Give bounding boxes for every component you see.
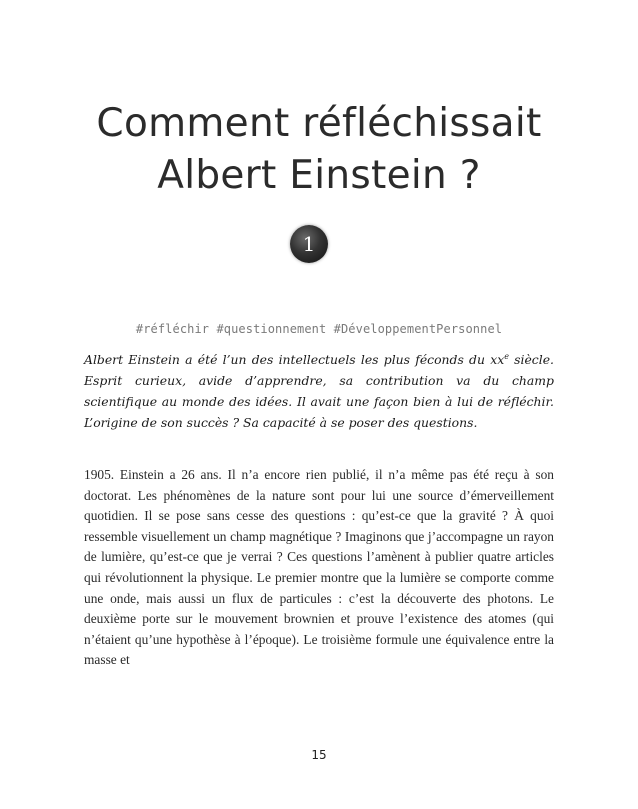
intro-text-end: siècle. Esprit curieux, avide d’apprendre, sa contribution va du champ scientifique au monde des idées. Il avait une façon bien à lui de réfléchir. L’origine de son succès ? Sa capacité à se poser des questions. <box>84 352 554 430</box>
chapter-number: 1 <box>302 232 316 256</box>
chapter-title-line-2: Albert Einstein ? <box>157 153 481 198</box>
intro-paragraph <box>84 349 554 433</box>
body-paragraph: 1905. Einstein a 26 ans. Il n’a encore rien publié, il n’a même pas été reçu à son doctorat. Les phénomènes de la nature sont pour lui une source d’émerveillement quotidien. Il se pose sans cesse des questions : qu’est-ce que la gravité ? À quoi ressemble visuellement un champ magnétique ? Imaginons que j’accompagne un rayon de lumière, qu’est-ce que je verrai ? Ces questions l’amènent à publier quatre articles qui révolutionnent la physique. Le premier montre que la lumière se comporte comme une onde, mais aussi un flux de particules : c’est la découverte des photons. Le deuxième porte sur le mouvement brownien et prouve l’existence des atomes (qui n’étaient qu’une hypothèse à l’époque). Le troisième formule une équivalence entre la masse et <box>84 467 554 668</box>
chapter-number-badge <box>290 225 328 263</box>
chapter-title-line-1: Comment réfléchissait <box>96 101 542 146</box>
hashtags: #réfléchir #questionnement #DéveloppementPersonnel <box>135 322 503 336</box>
intro-century: xx <box>490 352 505 367</box>
intro-century-superscript: e <box>504 351 509 361</box>
chapter-title <box>40 98 598 202</box>
intro-text-start: Albert Einstein a été l’un des intellectuels les plus féconds du <box>84 352 491 367</box>
page-number: 15 <box>311 748 327 762</box>
